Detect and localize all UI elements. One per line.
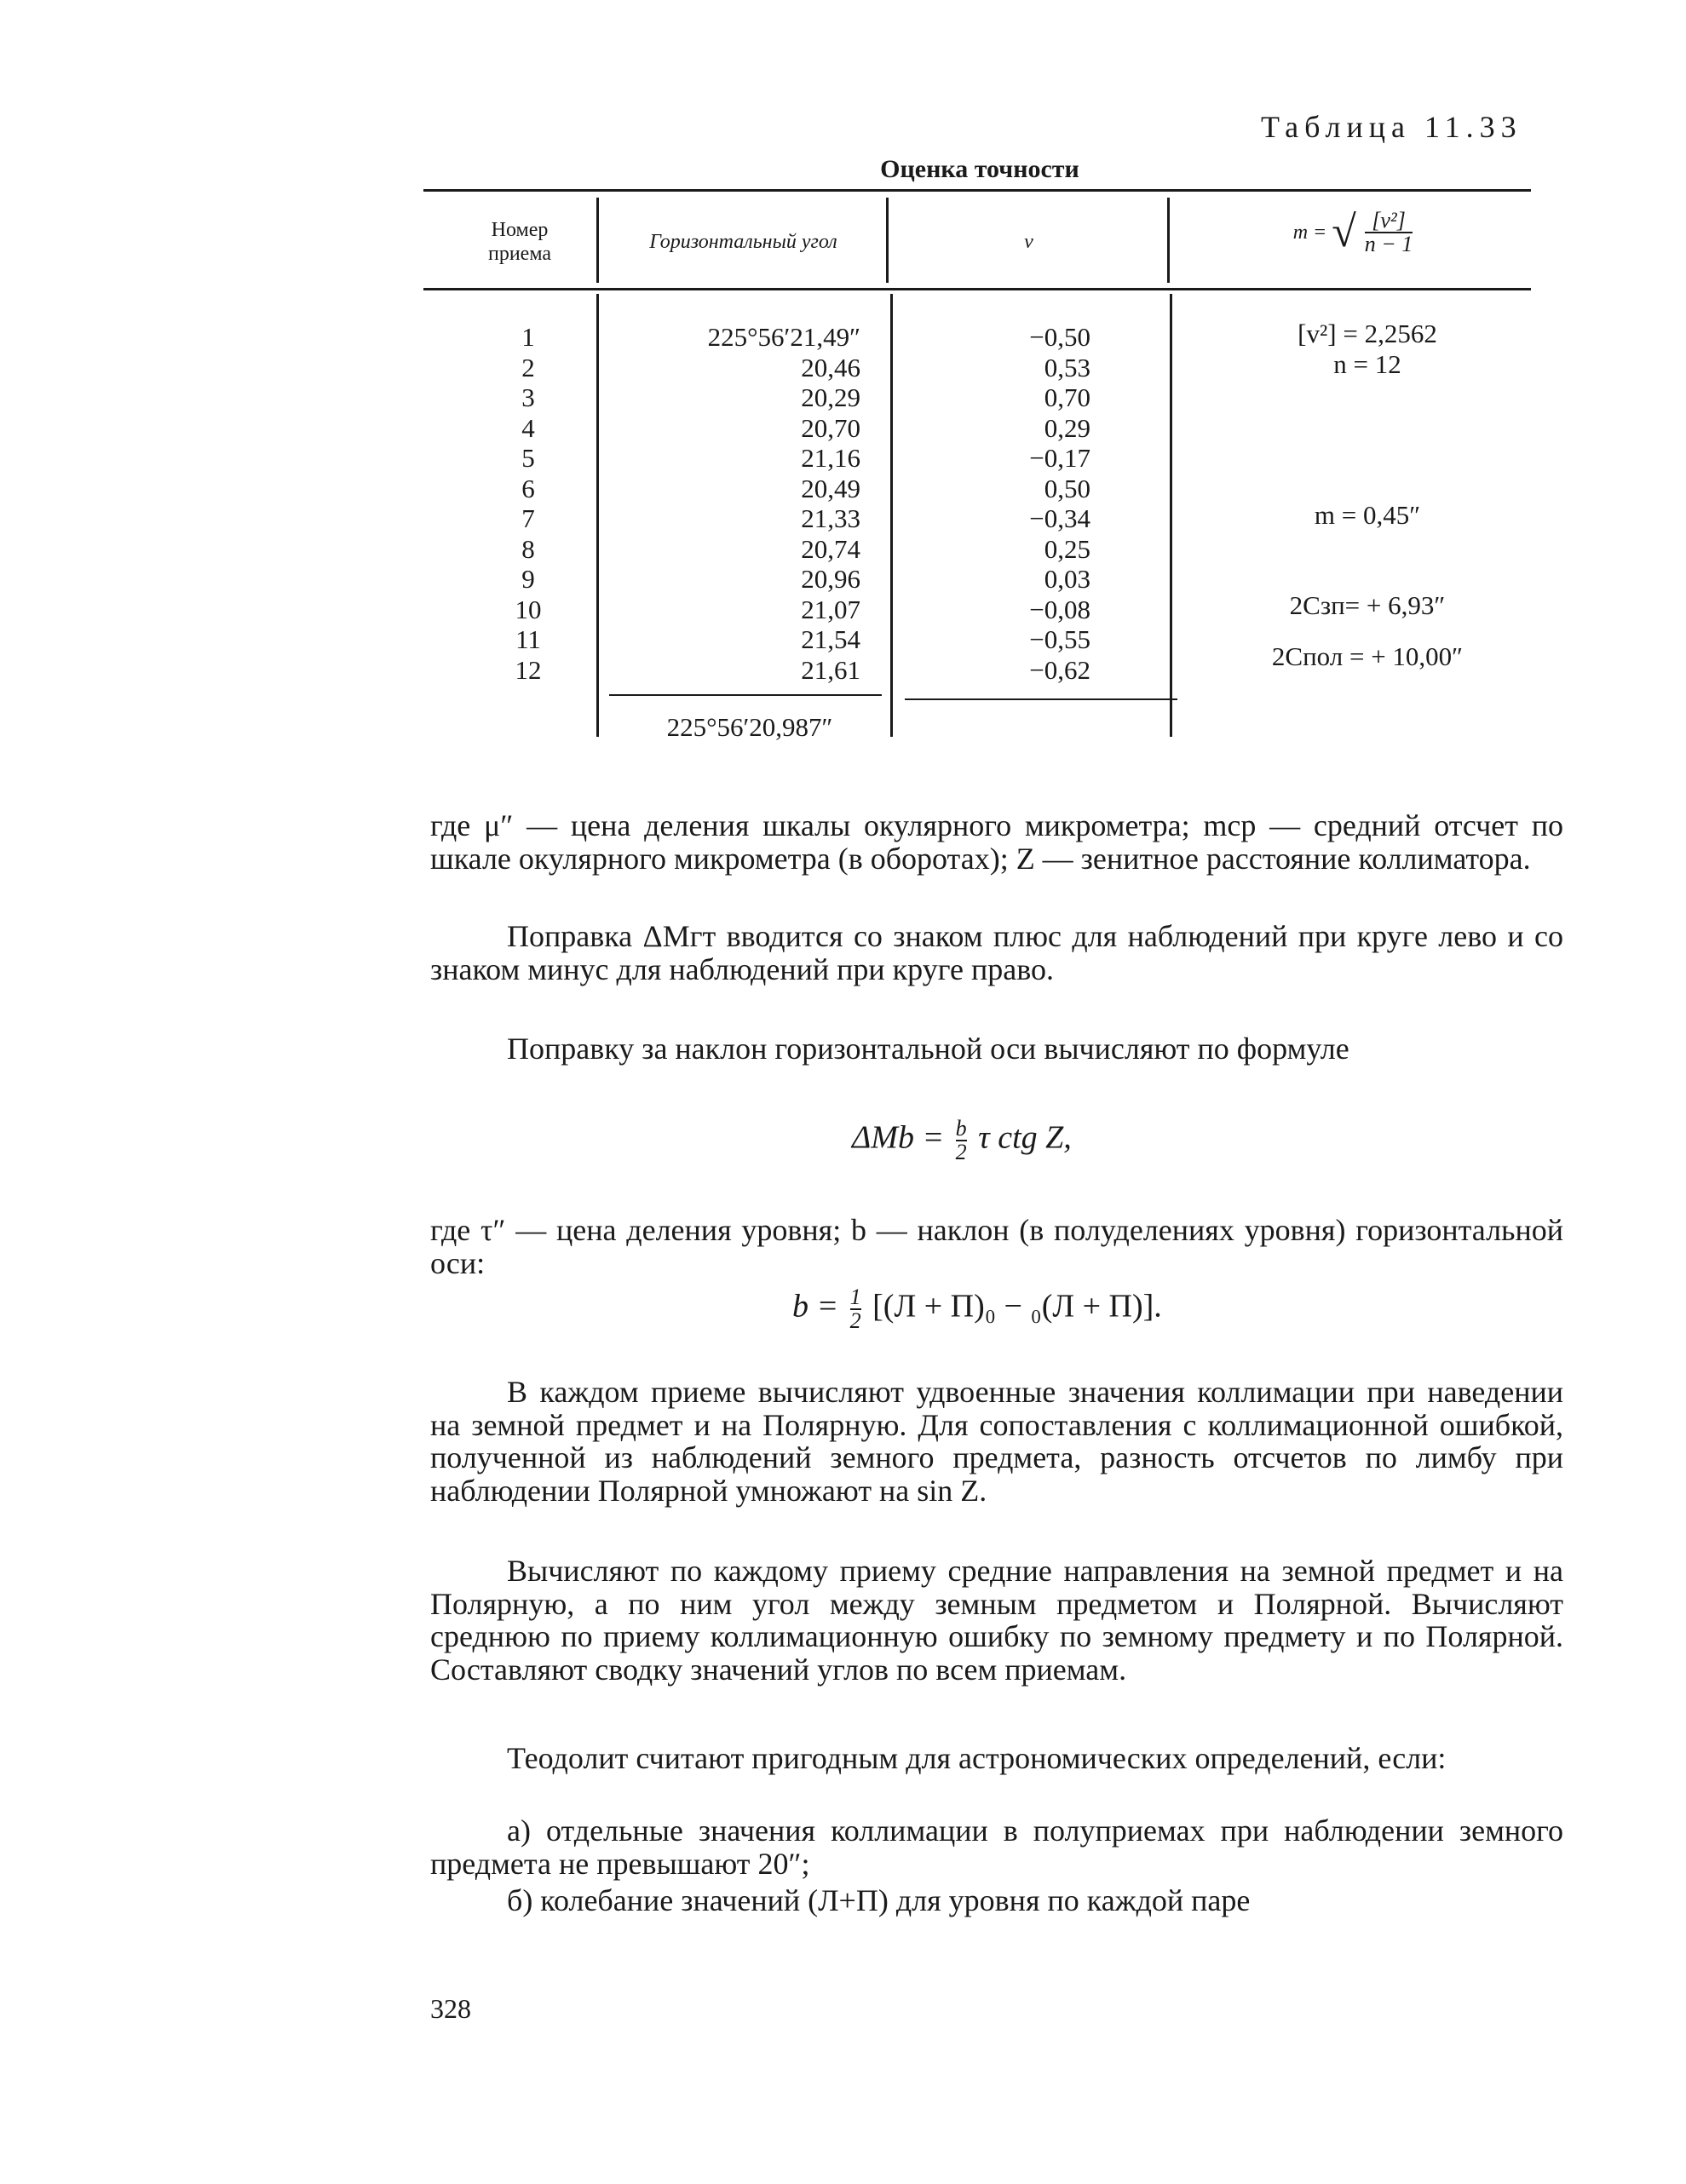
cell-angle: 20,70 [801,412,860,443]
side-c-pol: 2Cпол = + 10,00″ [1271,641,1464,671]
cell-v: −0,62 [1029,654,1090,685]
table-title: Оценка точности [880,155,1079,183]
cell-number: 10 [515,594,542,624]
table-divider [886,198,889,283]
header-m-formula: m = √ $\frac{\text{[v²]}}{n - 1}$ [1292,208,1413,256]
cell-v: −0,08 [1029,594,1090,624]
cell-number: 8 [521,533,535,564]
table-header-rule [423,288,1531,290]
sum-rule-v [905,698,1177,700]
header-number: Номер приема [487,219,551,265]
cell-angle: 21,07 [801,594,860,624]
header-v: v [1024,231,1033,253]
cell-number: 11 [515,624,541,654]
cell-number: 4 [521,412,535,443]
cell-v: 0,29 [1044,412,1090,443]
sum-rule-angle [609,694,882,696]
side-m: m = 0,45″ [1314,500,1421,530]
table-divider [1167,198,1170,283]
header-angle: Горизонтальный угол [649,231,837,253]
column-v [920,322,1090,685]
paragraph: б) колебание значений (Л+П) для уровня по каждой паре [507,1883,1251,1917]
table-top-rule [423,189,1531,192]
mean-angle: 225°56′20,987″ [666,712,833,742]
cell-v: 0,53 [1044,352,1090,382]
side-n: n = 12 [1333,349,1401,379]
paragraph: Вычисляют по каждому приему средние направления на земной предмет и на Полярную, а по ним угол между земным предметом и Полярной. Вычисляют среднюю по приему коллимационную ошибку по земному предмету и по Полярной. Составляют сводку значений углов по всем приемам. [430,1554,1563,1687]
cell-v: −0,17 [1029,443,1090,473]
cell-angle: 20,46 [801,352,860,382]
cell-number: 7 [521,503,535,533]
cell-number: 12 [515,654,542,685]
cell-v: 0,25 [1044,533,1090,564]
paragraph: где μ″ — цена деления шкалы окулярного микрометра; mср — средний отсчет по шкале окулярного микрометра (в оборотах); Z — зенитное расстояние коллиматора. [430,808,1563,876]
cell-v: −0,50 [1029,322,1090,352]
table-label: Таблица 11.33 [1261,110,1522,144]
cell-v: 0,03 [1044,564,1090,594]
side-c-zp: 2Cзп= + 6,93″ [1289,590,1446,620]
cell-angle: 21,61 [801,654,860,685]
cell-v: −0,55 [1029,624,1090,654]
formula-delta-mb: ΔMb = $\frac{b}{2}$ τ ctg Z, [852,1116,1072,1164]
paragraph: Теодолит считают пригодным для астрономических определений, если: [507,1741,1447,1775]
table-divider [596,198,599,283]
cell-angle: 20,49 [801,473,860,503]
cell-v: −0,34 [1029,503,1090,533]
cell-number: 5 [521,443,535,473]
table-divider [1170,294,1172,737]
cell-v: 0,70 [1044,382,1090,412]
cell-number: 9 [521,564,535,594]
cell-angle: 21,54 [801,624,860,654]
paragraph: В каждом приеме вычисляют удвоенные значения коллимации при наведении на земной предмет и на Полярную. Для сопоставления с коллимационной ошибкой, полученной из наблюдений земного предмета, разность отсчетов по лимбу при наблюдении Полярной умножают на sin Z. [430,1375,1563,1508]
column-angle [605,322,860,685]
side-v2-sum: [v²] = 2,2562 [1298,319,1437,348]
formula-b: b = $\frac{1}{2}$ [(Л + П)₀ − ₀(Л + П)]. [792,1285,1162,1333]
sqrt-icon: √ [1332,208,1356,256]
paragraph: Поправка ΔMгт вводится со знаком плюс для наблюдений при круге лево и со знаком минус для наблюдений при круге право. [430,919,1563,986]
cell-number: 1 [521,322,535,352]
cell-angle: 20,74 [801,533,860,564]
paragraph: а) отдельные значения коллимации в полуприемах при наблюдении земного предмета не превышают 20″; [430,1813,1563,1881]
table-divider [890,294,893,737]
cell-number: 3 [521,382,535,412]
paragraph: где τ″ — цена деления уровня; b — наклон (в полуделениях уровня) горизонтальной оси: [430,1213,1563,1280]
cell-number: 2 [521,352,535,382]
cell-angle: 21,33 [801,503,860,533]
cell-angle: 225°56′21,49″ [707,322,860,352]
m-fraction: $\frac{\text{[v²]}}{n - 1}$ [1364,208,1413,256]
page-number: 328 [430,1993,471,2024]
cell-angle: 21,16 [801,443,860,473]
cell-number: 6 [521,473,535,503]
cell-angle: 20,29 [801,382,860,412]
cell-angle: 20,96 [801,564,860,594]
cell-v: 0,50 [1044,473,1090,503]
paragraph: Поправку за наклон горизонтальной оси вычисляют по формуле [507,1032,1349,1066]
column-number [443,322,613,685]
